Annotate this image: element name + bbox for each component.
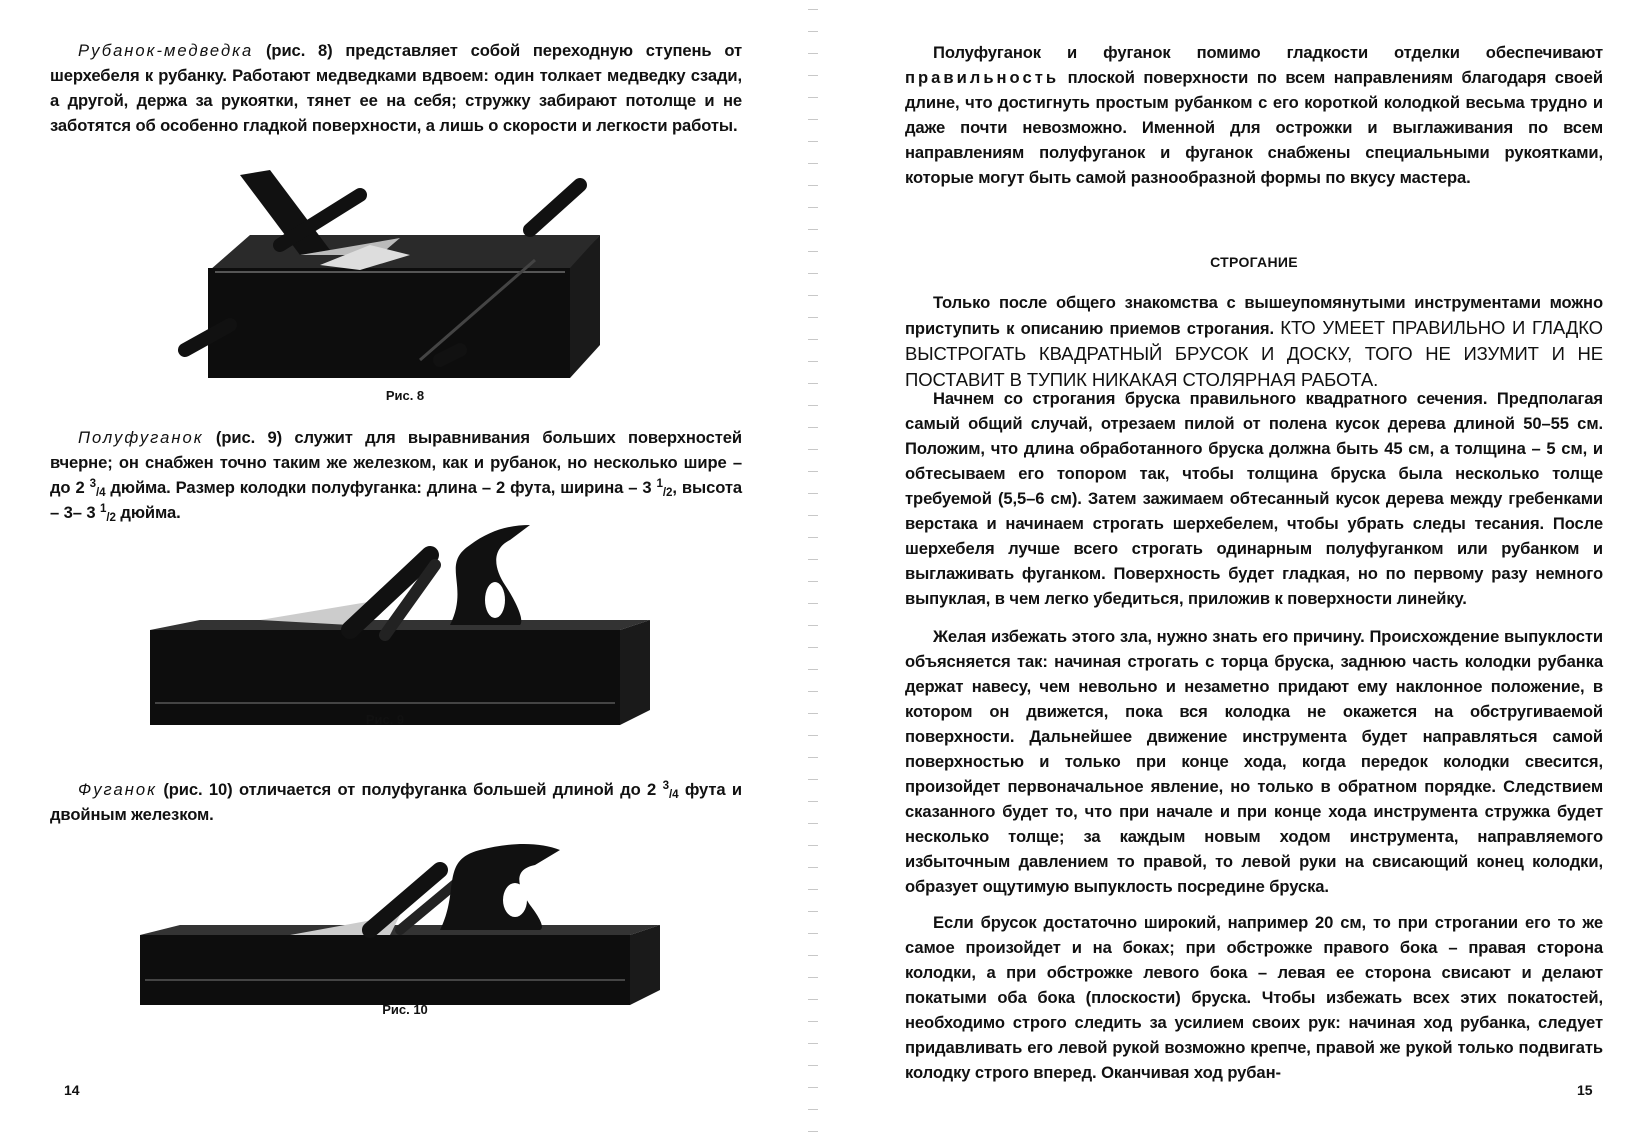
text-a: Только после общего знакомства с вышеупомянутыми инструментами можно приступить к описанию приемов строгания.	[905, 293, 1603, 338]
fig10-caption: Рис. 10	[382, 1002, 428, 1017]
frac-num: 1	[656, 477, 663, 490]
text-c: , высота – 3– 3	[50, 478, 742, 522]
paragraph-fuganok	[50, 777, 742, 827]
text-b: плоской поверхности по всем направлениям благодаря своей длине, что достигнуть простым рубанком с его короткой колодкой весьма трудно и даже почти невозможно. Именной для острожки и выглаживания по всем направлениям полуфуганок и фуганок снабжены специальными рукоятками, которые могут быть самой разнообразной формы по вкусу мастера.	[905, 68, 1603, 187]
plane-handle	[440, 844, 560, 930]
fig8-caption: Рис. 8	[385, 388, 425, 403]
paragraph-wide-bar: Если брусок достаточно широкий, например 20 см, то при строгании его то же самое произойдет и на боках; при обстрожке правого бока – правая сторона колодки, а при обстрожке левого бока – левая ее сторона свисают и делают покатыми оба бока (плоскости) бруска. Чтобы избежать всех этих покатостей, необходимо строго следить за усилием своих рук: начиная ход рубанка, следует придавливать его левой рукой возможно крепче, правой же рукой только подвигать колодку строго вперед. Оканчивая ход рубан-	[905, 913, 1603, 1082]
text-b: фута и двойным железком.	[50, 780, 742, 824]
section-heading: СТРОГАНИЕ	[1210, 254, 1298, 270]
term-polufuganok: Полуфуганок	[78, 428, 204, 447]
text-a: (рис. 9) служит для выравнивания больших поверхностей вчерне; он снабжен точно таким же железком, как и рубанок, но несколько шире – до 2	[50, 428, 742, 497]
text-a: Полуфуганок и фуганок помимо гладкости отделки обеспечивают	[933, 43, 1603, 62]
frac-num: 3	[89, 477, 96, 490]
frac-den: /2	[106, 511, 116, 524]
figure-9-plane-polufuganok	[150, 525, 660, 735]
paragraph-polufuganok	[50, 425, 742, 525]
paragraph-convexity: Желая избежать этого зла, нужно знать его причину. Происхождение выпуклости объясняется так: начиная строгать с торца бруска, заднюю часть колодки рубанка держат навесу, чем невольно и незаметно придают ему наклонное положение, в котором он движется, пока вся колодка не окажется на обстругиваемой поверхности. Дальнейшее движение инструмента будет направляться самой поверхностью и только при конце хода, когда передок колодки свесится, произойдет первоначальное явление, но только в обратном порядке. Следствием сказанного будет то, что при начале и при конце хода инструмента стружка будет несколько толще; за каждым новым ходом инструмента, направляемого избыточным давлением то правой, то левой руки на свисающий конец колодки, образует ощутимую выпуклость посредине бруска.	[905, 627, 1603, 896]
frac-den: /4	[95, 486, 106, 499]
left-page	[0, 0, 815, 1136]
page-number-left: 14	[64, 1082, 80, 1098]
plane-body	[208, 268, 570, 378]
figure-8-plane-medvedka	[170, 160, 610, 390]
figure-10-plane-fuganok	[140, 830, 670, 1010]
handle-right	[530, 185, 580, 230]
term-fuganok: Фуганок	[78, 780, 157, 799]
text-b: дюйма. Размер колодки полуфуганка: длина – 2 фута, ширина – 3	[105, 478, 657, 497]
page-number-right: 15	[1577, 1082, 1593, 1098]
paragraph-intro	[905, 290, 1603, 393]
right-page	[815, 0, 1647, 1136]
frac-den: /2	[662, 486, 673, 499]
text-a: (рис. 10) отличается от полуфуганка большей длиной до 2	[156, 780, 663, 799]
text-d: дюйма.	[115, 503, 181, 522]
fig9-caption: Рис. 9	[365, 712, 405, 727]
paragraph-square-bar: Начнем со строгания бруска правильного квадратного сечения. Предполагая самый общий случай, отрезаем пилой от полена кусок дерева длиной 50–55 см. Положим, что длина обработанного бруска должна быть 45 см, а толщина – 5 см, и обтесываем его топором так, чтобы толщина бруска была несколько толще требуемой (5,5–6 см). Затем зажимаем обтесанный кусок дерева между гребенками верстака и начинаем строгать шерхебелем, чтобы убрать следы тесания. После шерхебеля лучше всего строгать одинарным полуфуганком или рубанком и выглаживать фуганком. Поверхность будет гладкая, но по первому разу немного выпуклая, в чем легко убедиться, приложив к поверхности линейку.	[905, 389, 1603, 608]
plane-body	[150, 630, 620, 725]
caps-text: КТО УМЕЕТ ПРАВИЛЬНО И ГЛАДКО ВЫСТРОГАТЬ КВАДРАТНЫЙ БРУСОК И ДОСКУ, ТОГО НЕ ИЗУМИТ И НЕ ПОСТАВИТ В ТУПИК НИКАКАЯ СТОЛЯРНАЯ РАБОТА.	[905, 317, 1603, 390]
frac-num: 3	[662, 779, 669, 792]
paragraph-medvedka	[50, 38, 742, 138]
spaced-word: правильность	[905, 68, 1060, 87]
plane-body	[140, 935, 630, 1005]
frac-num: 1	[100, 502, 107, 515]
paragraph-medvedka-text: (рис. 8) представляет собой переходную ступень от шерхебеля к рубанку. Работают медведками вдвоем: один толкает медведку сзади, а другой, держа за рукоятки, тянет ее на себя; стружку забирают потолще и не заботятся об особенно гладкой поверхности, а лишь о скорости и легкости работы.	[50, 41, 742, 135]
term-medvedka: Рубанок-медведка	[78, 41, 254, 60]
paragraph-polufuganok-fuganok	[905, 40, 1603, 190]
frac-den: /4	[668, 788, 679, 801]
